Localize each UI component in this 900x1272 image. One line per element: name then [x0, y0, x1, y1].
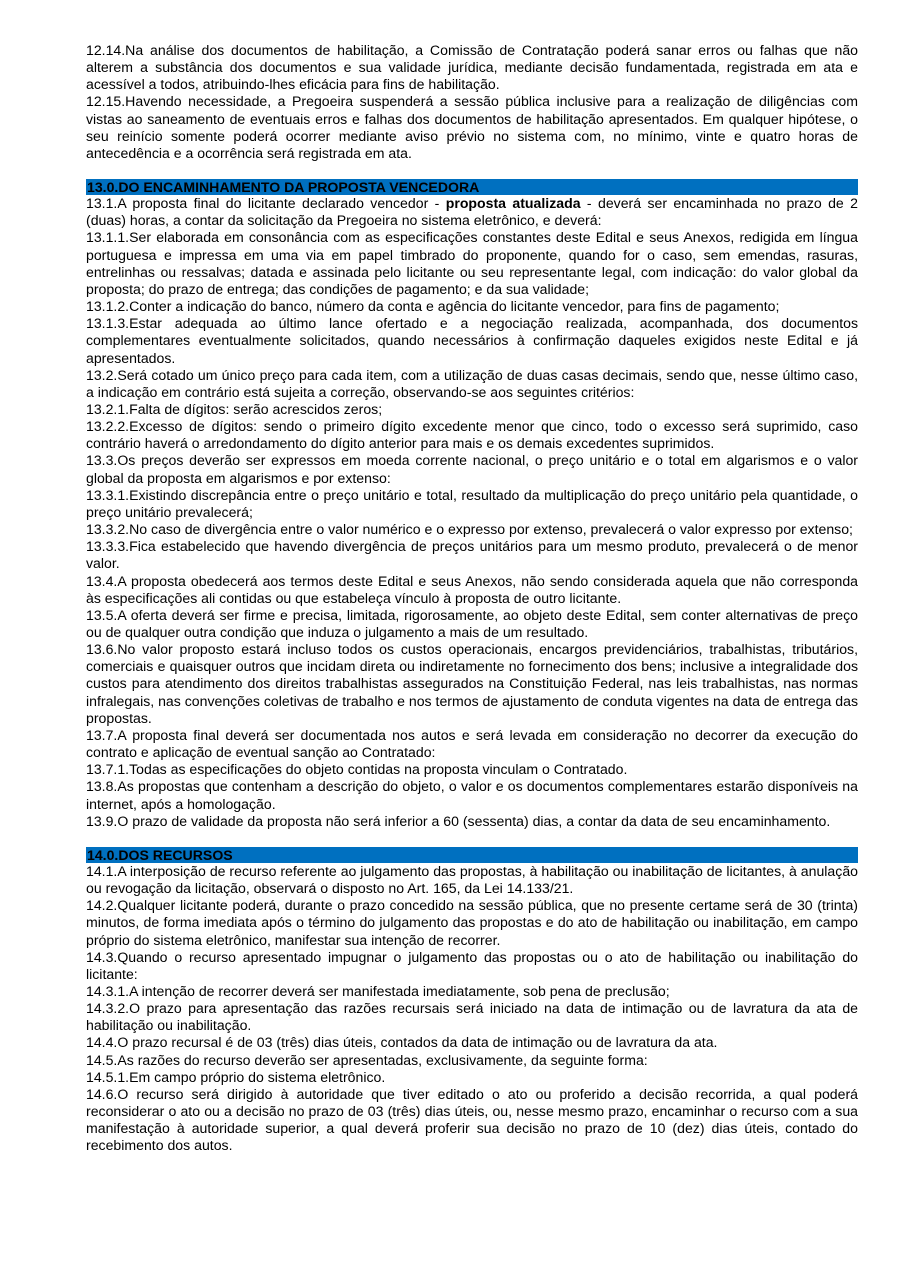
paragraph-12-14: 12.14.Na análise dos documentos de habilitação, a Comissão de Contratação poderá sanar erros ou falhas que não alterem a substância dos documentos e sua validade jurídica, mediante decisão fundamentada, registrada em ata e acessível a todos, atribuindo-lhes eficácia para fins de habilitação.	[86, 42, 858, 93]
paragraph-13-1-text-end: - deverá ser encaminhada no prazo de 2 (duas) horas, a contar da solicitação da Pregoeira no sistema eletrônico, e deverá:	[86, 195, 858, 229]
section-spacer	[86, 162, 858, 179]
paragraph-13-8: 13.8.As propostas que contenham a descrição do objeto, o valor e os documentos complementares estarão disponíveis na internet, após a homologação.	[86, 778, 858, 812]
paragraph-13-6: 13.6.No valor proposto estará incluso todos os custos operacionais, encargos previdenciários, trabalhistas, tributários, comerciais e quaisquer outros que incidam direta ou indiretamente no fornecimento dos bens; inclusive a integralidade dos custos para atendimento dos direitos trabalhistas assegurados na Constituição Federal, nas leis trabalhistas, nas normas infralegais, nas convenções coletivas de trabalho e nos termos de ajustamento de conduta vigentes na data de entrega das propostas.	[86, 641, 858, 726]
paragraph-14-5: 14.5.As razões do recurso deverão ser apresentadas, exclusivamente, da seguinte forma:	[86, 1051, 648, 1068]
paragraph-14-6: 14.6.O recurso será dirigido à autoridade que tiver editado o ato ou proferido a decisão recorrida, a qual poderá reconsiderar o ato ou a decisão no prazo de 03 (três) dias úteis, ou, nesse mesmo prazo, encaminhar o recurso com a sua manifestação à autoridade superior, a qual deverá proferir sua decisão no prazo de 10 (dez) dias úteis, contado do recebimento dos autos.	[86, 1085, 858, 1154]
paragraph-13-1-text: 13.1.A proposta final do licitante declarado vencedor -	[86, 195, 446, 212]
paragraph-13-2-2: 13.2.2.Excesso de dígitos: sendo o primeiro dígito excedente menor que cinco, todo o excesso será suprimido, caso contrário haverá o arredondamento do dígito anterior para mais e os demais excedentes suprimidos.	[86, 418, 858, 452]
paragraph-13-1-3: 13.1.3.Estar adequada ao último lance ofertado e a negociação realizada, acompanhada, dos documentos complementares eventualmente solicitados, quando necessários à confirmação daqueles exigidos neste Edital e já apresentados.	[86, 315, 858, 366]
paragraph-12-15: 12.15.Havendo necessidade, a Pregoeira suspenderá a sessão pública inclusive para a realização de diligências com vistas ao saneamento de eventuais erros e falhas dos documentos de habilitação apresentados. Em qualquer hipótese, o seu reinício somente poderá ocorrer mediante aviso prévio no sistema com, no mínimo, vinte e quatro horas de antecedência e a ocorrência será registrada em ata.	[86, 93, 858, 161]
paragraph-13-2-1: 13.2.1.Falta de dígitos: serão acrescidos zeros;	[86, 400, 383, 417]
paragraph-13-4: 13.4.A proposta obedecerá aos termos deste Edital e seus Anexos, não sendo considerada aquela que não corresponda às especificações ali contidas ou que estabeleça vínculo à proposta de outro licitante.	[86, 572, 858, 606]
paragraph-13-7-1: 13.7.1.Todas as especificações do objeto contidas na proposta vinculam o Contratado.	[86, 761, 628, 778]
paragraph-14-1: 14.1.A interposição de recurso referente ao julgamento das propostas, à habilitação ou inabilitação de licitantes, à anulação ou revogação da licitação, observará o disposto no Art. 165, da Lei 14.133/21.	[86, 862, 858, 897]
paragraph-13-2: 13.2.Será cotado um único preço para cada item, com a utilização de duas casas decimais, sendo que, nesse último caso, a indicação em contrário está sujeita a correção, observando-se aos seguintes critérios:	[86, 366, 858, 400]
section-14-heading: 14.0.DOS RECURSOS	[86, 847, 858, 863]
paragraph-14-5-1: 14.5.1.Em campo próprio do sistema eletrônico.	[86, 1068, 386, 1085]
paragraph-13-3: 13.3.Os preços deverão ser expressos em moeda corrente nacional, o preço unitário e o total em algarismos e o valor global da proposta em algarismos e por extenso:	[86, 452, 858, 486]
paragraph-13-3-1: 13.3.1.Existindo discrepância entre o preço unitário e total, resultado da multiplicação do preço unitário pela quantidade, o preço unitário prevalecerá;	[86, 486, 858, 520]
paragraph-13-7: 13.7.A proposta final deverá ser documentada nos autos e será levada em consideração no decorrer da execução do contrato e aplicação de eventual sanção ao Contratado:	[86, 726, 858, 761]
section-13-heading: 13.0.DO ENCAMINHAMENTO DA PROPOSTA VENCEDORA	[86, 179, 858, 195]
section-spacer	[86, 830, 858, 847]
paragraph-14-3-2: 14.3.2.O prazo para apresentação das razões recursais será iniciado na data de intimação ou de lavratura da ata de habilitação ou inabilitação.	[86, 1000, 858, 1034]
paragraph-14-3: 14.3.Quando o recurso apresentado impugnar o julgamento das propostas ou o ato de habilitação ou inabilitação do licitante:	[86, 948, 858, 982]
paragraph-13-1-1: 13.1.1.Ser elaborada em consonância com as especificações constantes deste Edital e seus Anexos, redigida em língua portuguesa e impressa em uma via em papel timbrado do proponente, quando for o caso, sem emendas, rasuras, entrelinhas ou ressalvas; datada e assinada pelo licitante ou seu representante legal, com indicação: do valor global da proposta; do prazo de entrega; das condições de pagamento; e da sua validade;	[86, 229, 858, 297]
paragraph-13-3-2: 13.3.2.No caso de divergência entre o valor numérico e o expresso por extenso, prevalecerá o valor expresso por extenso;	[86, 521, 853, 538]
paragraph-13-1-bold: proposta atualizada	[445, 195, 581, 212]
paragraph-13-1	[86, 195, 858, 229]
paragraph-14-3-1: 14.3.1.A intenção de recorrer deverá ser manifestada imediatamente, sob pena de preclusão;	[86, 982, 670, 999]
paragraph-14-4: 14.4.O prazo recursal é de 03 (três) dias úteis, contados da data de intimação ou de lavratura da ata.	[86, 1034, 718, 1051]
paragraph-13-1-2: 13.1.2.Conter a indicação do banco, número da conta e agência do licitante vencedor, para fins de pagamento;	[86, 298, 780, 315]
document-page	[86, 42, 858, 1155]
paragraph-13-9: 13.9.O prazo de validade da proposta não será inferior a 60 (sessenta) dias, a contar da data de seu encaminhamento.	[86, 812, 831, 829]
paragraph-14-2: 14.2.Qualquer licitante poderá, durante o prazo concedido na sessão pública, que no presente certame será de 30 (trinta) minutos, de forma imediata após o término do julgamento das propostas e do ato de habilitação ou inabilitação, em campo próprio do sistema eletrônico, manifestar sua intenção de recorrer.	[86, 897, 858, 948]
paragraph-13-5: 13.5.A oferta deverá ser firme e precisa, limitada, rigorosamente, ao objeto deste Edital, sem conter alternativas de preço ou de qualquer outra condição que induza o julgamento a mais de um resultado.	[86, 606, 858, 640]
paragraph-13-3-3: 13.3.3.Fica estabelecido que havendo divergência de preços unitários para um mesmo produto, prevalecerá o de menor valor.	[86, 538, 858, 572]
